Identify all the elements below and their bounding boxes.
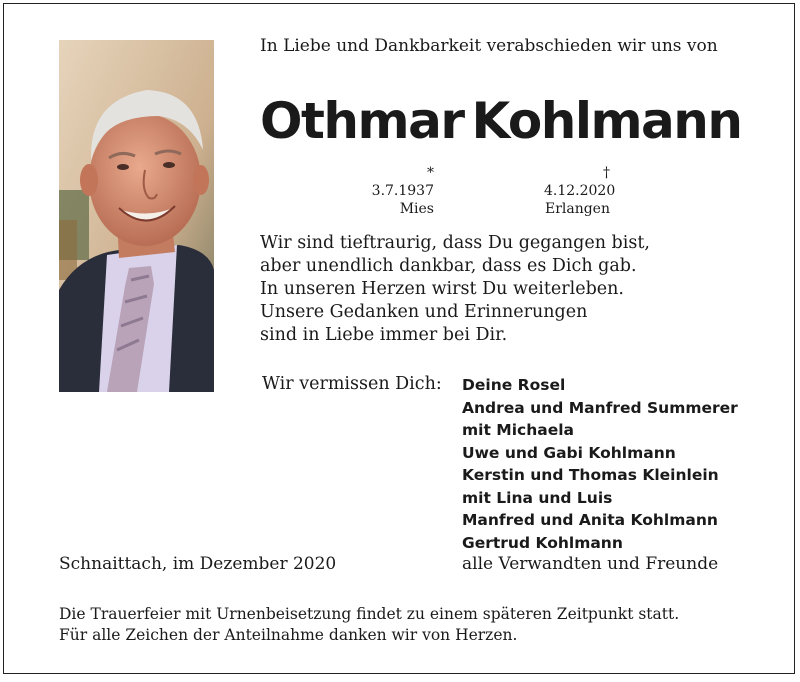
mourners-label: Wir vermissen Dich: [262, 374, 442, 394]
mourners-list [462, 374, 738, 554]
relatives-line: alle Verwandten und Freunde [462, 554, 719, 574]
death-info [544, 164, 616, 218]
funeral-notice [59, 604, 679, 646]
notice-line: Die Trauerfeier mit Urnenbeisetzung findet zu einem späteren Zeitpunkt statt. [59, 605, 680, 623]
birth-date: * 3.7.1937 [371, 165, 434, 199]
mourner-entry: Uwe und Gabi Kohlmann [462, 443, 676, 462]
mourner-entry: Kerstin und Thomas Kleinlein [462, 466, 719, 484]
mourner-entry: Andrea und Manfred Summerer [462, 398, 738, 417]
birth-info [364, 164, 434, 218]
poem-line: sind in Liebe immer bei Dir. [260, 325, 508, 345]
memorial-poem [260, 232, 650, 347]
portrait-photo [59, 40, 214, 392]
intro-text: In Liebe und Dankbarkeit verabschieden wir uns von [260, 36, 718, 56]
poem-line: Unsere Gedanken und Erinnerungen [260, 302, 588, 322]
last-name: Kohlmann [471, 92, 742, 150]
first-name: Othmar [260, 92, 464, 150]
poem-line: Wir sind tieftraurig, dass Du gegangen bist, [260, 233, 650, 253]
death-date: † 4.12.2020 [544, 165, 616, 199]
mourner-entry: mit Michaela [462, 421, 574, 439]
mourner-entry: mit Lina und Luis [462, 488, 613, 507]
mourner-entry: Manfred und Anita Kohlmann [462, 511, 718, 529]
obituary-card [3, 3, 795, 674]
mourner-entry: Gertrud Kohlmann [462, 533, 623, 552]
poem-line: aber unendlich dankbar, dass es Dich gab. [260, 256, 637, 276]
birth-place: Mies [399, 201, 434, 217]
poem-line: In unseren Herzen wirst Du weiterleben. [260, 279, 624, 299]
deceased-name [260, 92, 741, 150]
notice-line: Für alle Zeichen der Anteilnahme danken wir von Herzen. [59, 626, 518, 644]
death-place: Erlangen [544, 201, 610, 217]
place-date: Schnaittach, im Dezember 2020 [59, 554, 337, 574]
mourner-entry: Deine Rosel [462, 376, 566, 394]
